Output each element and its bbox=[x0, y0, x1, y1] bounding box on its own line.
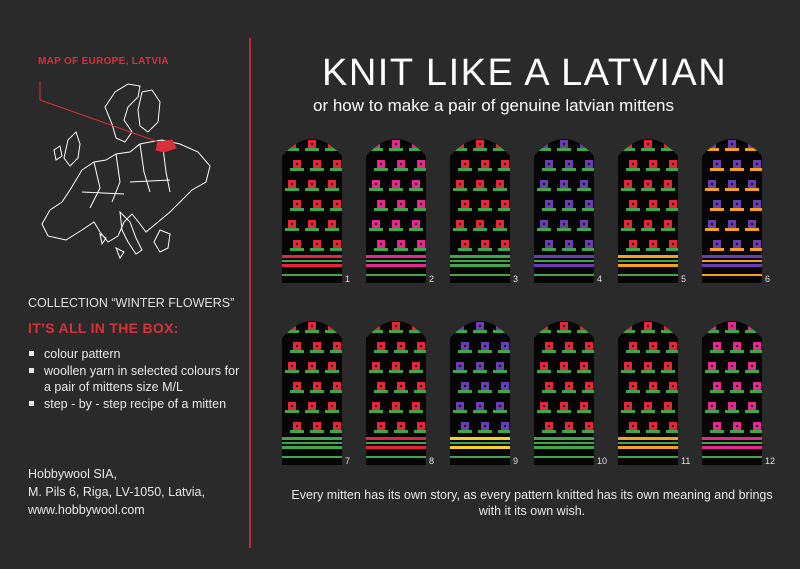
mitten-number: 10 bbox=[597, 456, 608, 466]
mitten-pattern-illustration bbox=[702, 310, 762, 465]
mitten-card[interactable] bbox=[450, 128, 520, 283]
mitten-pattern-illustration bbox=[702, 128, 762, 283]
mitten-pattern-illustration bbox=[366, 310, 426, 465]
mitten-card[interactable] bbox=[702, 128, 772, 283]
mitten-card[interactable] bbox=[702, 310, 776, 466]
mitten-pattern-illustration bbox=[618, 310, 678, 465]
mitten-pattern-illustration bbox=[534, 128, 594, 283]
mitten-number: 1 bbox=[345, 274, 351, 284]
section-divider bbox=[249, 38, 251, 548]
mitten-card[interactable] bbox=[618, 310, 691, 466]
mitten-pattern-illustration bbox=[282, 310, 342, 465]
mitten-number: 12 bbox=[765, 456, 776, 466]
website-link[interactable]: www.hobbywool.com bbox=[28, 503, 145, 517]
box-heading: IT’S ALL IN THE BOX: bbox=[28, 320, 179, 336]
mitten-card[interactable] bbox=[450, 310, 520, 465]
list-item: step - by - step recipe of a mitten bbox=[28, 396, 243, 412]
mitten-number: 7 bbox=[345, 456, 351, 466]
page-subtitle: or how to make a pair of genuine latvian mittens bbox=[313, 96, 674, 115]
mitten-pattern-illustration bbox=[618, 128, 678, 283]
list-item: colour pattern bbox=[28, 346, 243, 362]
mitten-pattern-illustration bbox=[282, 128, 342, 283]
mitten-number: 2 bbox=[429, 274, 435, 284]
company-address bbox=[28, 465, 205, 519]
mitten-number: 9 bbox=[513, 456, 519, 466]
list-item: woollen yarn in selected colours for a pair of mittens size M/L bbox=[28, 363, 243, 395]
company-name: Hobbywool SIA, bbox=[28, 467, 117, 481]
mitten-pattern-illustration bbox=[450, 128, 510, 283]
mitten-grid bbox=[282, 128, 782, 473]
mitten-number: 11 bbox=[681, 456, 691, 466]
mitten-number: 8 bbox=[429, 456, 435, 466]
mitten-card[interactable] bbox=[282, 128, 352, 283]
mitten-number: 3 bbox=[513, 274, 519, 284]
europe-map bbox=[20, 62, 240, 287]
mitten-card[interactable] bbox=[282, 310, 352, 465]
mitten-card[interactable] bbox=[618, 128, 688, 283]
box-contents-list bbox=[28, 346, 243, 413]
mitten-card[interactable] bbox=[366, 128, 436, 283]
page-title: KNIT LIKE A LATVIAN bbox=[322, 52, 728, 94]
mitten-number: 5 bbox=[681, 274, 687, 284]
mitten-number: 6 bbox=[765, 274, 771, 284]
mitten-card[interactable] bbox=[534, 128, 604, 283]
mitten-pattern-illustration bbox=[534, 310, 594, 465]
mitten-card[interactable] bbox=[366, 310, 436, 465]
collection-title: COLLECTION “WINTER FLOWERS” bbox=[28, 296, 235, 310]
mitten-number: 4 bbox=[597, 274, 603, 284]
map-label: MAP OF EUROPE, LATVIA bbox=[38, 56, 169, 67]
street-address: M. Pils 6, Riga, LV-1050, Latvia, bbox=[28, 485, 205, 499]
mitten-pattern-illustration bbox=[366, 128, 426, 283]
mitten-card[interactable] bbox=[534, 310, 608, 466]
footer-text: Every mitten has its own story, as every pattern knitted has its own meaning and brings with it its own wish. bbox=[291, 488, 773, 518]
mitten-pattern-illustration bbox=[450, 310, 510, 465]
